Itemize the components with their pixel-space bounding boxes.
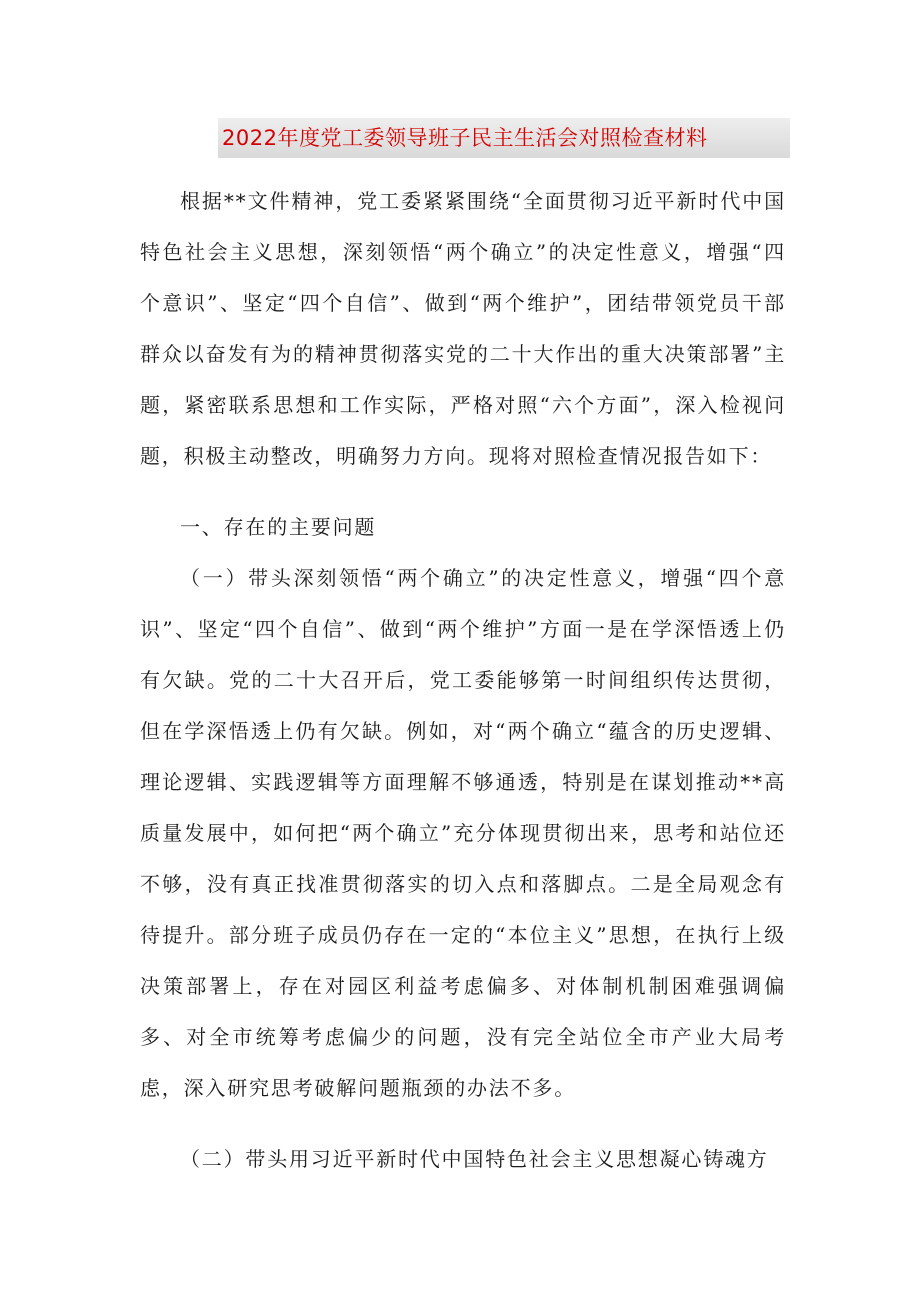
paragraph-gap [140, 1114, 786, 1134]
section-heading: 一、存在的主要问题 [180, 515, 377, 539]
intro-paragraph: 根据**文件精神，党工委紧紧围绕“全面贯彻习近平新时代中国特色社会主义思想，深刻领悟“两个确立”的决定性意义，增强“四个意识”、坚定“四个自信”、做到“两个维护”，团结带领党员干部群众以奋发有为的精神贯彻落实党的二十大作出的重大决策部署”主题，紧密联系思想和工作实际，严格对照“六个方面”，深入检视问题，积极主动整改，明确努力方向。现将对照检查情况报告如下： [140, 189, 786, 468]
document-body [140, 176, 786, 1185]
item-1-paragraph: （一）带头深刻领悟“两个确立”的决定性意义，增强“四个意识”、坚定“四个自信”、做到“两个维护”方面一是在学深悟透上仍有欠缺。党的二十大召开后，党工委能够第一时间组织传达贯彻，但在学深悟透上仍有欠缺。例如，对“两个确立“蕴含的历史逻辑、理论逻辑、实践逻辑等方面理解不够通透，特别是在谋划推动**高质量发展中，如何把“两个确立”充分体现贯彻出来，思考和站位还不够，没有真正找准贯彻落实的切入点和落脚点。二是全局观念有待提升。部分班子成员仍存在一定的“本位主义”思想，在执行上级决策部署上，存在对园区利益考虑偏多、对体制机制困难强调偏多、对全市统筹考虑偏少的问题，没有完全站位全市产业大局考虑，深入研究思考破解问题瓶颈的办法不多。 [140, 566, 786, 1100]
document-title: 2022年度党工委领导班子民主生活会对照检查材料 [222, 126, 708, 150]
item-2-heading: （二）带头用习近平新时代中国特色社会主义思想凝心铸魂方 [180, 1147, 769, 1171]
